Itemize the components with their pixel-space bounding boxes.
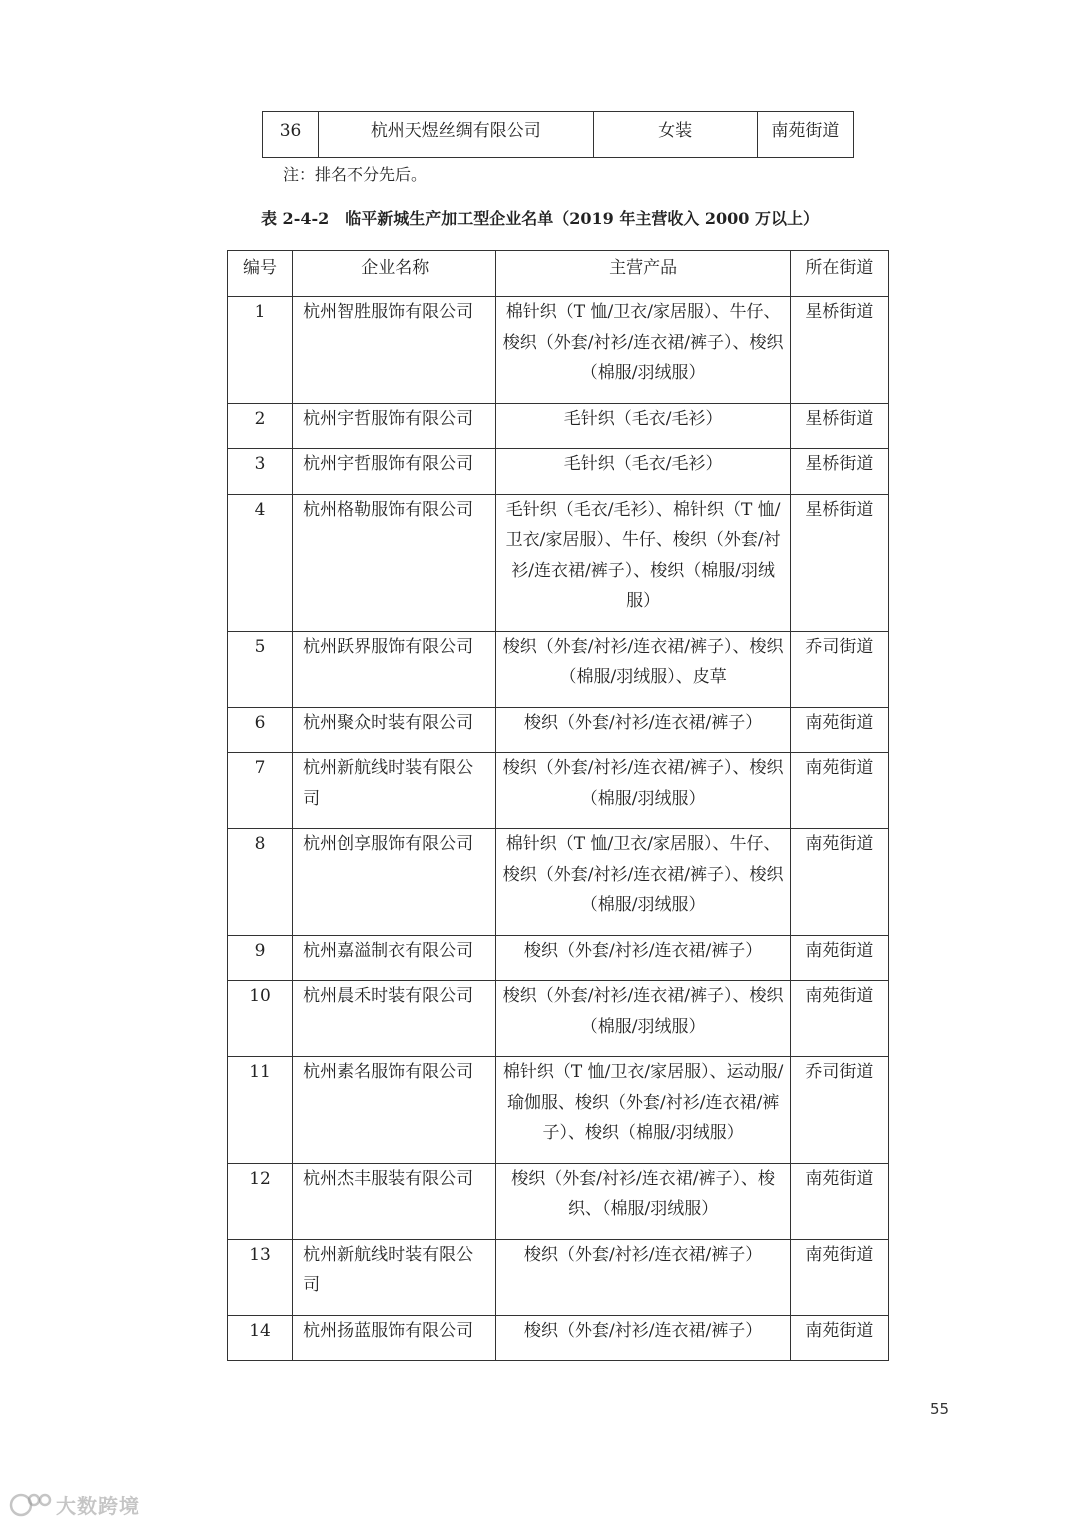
- street: 南苑街道: [790, 1163, 888, 1239]
- table-row: [228, 935, 889, 981]
- company-name: 杭州新航线时装有限公司: [293, 753, 496, 829]
- street: 星桥街道: [790, 297, 888, 404]
- main-product: 梭织（外套/衬衫/连衣裙/裤子）、梭织（棉服/羽绒服）、皮草: [496, 631, 790, 707]
- table-row: [228, 707, 889, 753]
- main-product: 棉针织（T 恤/卫衣/家居服）、运动服/瑜伽服、梭织（外套/衬衫/连衣裙/裤子）、梭织（棉服/羽绒服）: [496, 1057, 790, 1164]
- street: 星桥街道: [790, 494, 888, 631]
- row-number: 4: [228, 494, 293, 631]
- main-product: 毛针织（毛衣/毛衫）、棉针织（T 恤/卫衣/家居服）、牛仔、梭织（外套/衬衫/连衣裙/裤子）、梭织（棉服/羽绒服）: [496, 494, 790, 631]
- row-number: 12: [228, 1163, 293, 1239]
- street: 南苑街道: [790, 1315, 888, 1361]
- main-product: 棉针织（T 恤/卫衣/家居服）、牛仔、梭织（外套/衬衫/连衣裙/裤子）、梭织（棉服/羽绒服）: [496, 297, 790, 404]
- company-name: 杭州宇哲服饰有限公司: [293, 449, 496, 495]
- company-name: 杭州晨禾时装有限公司: [293, 981, 496, 1057]
- street: 南苑街道: [790, 707, 888, 753]
- main-product: 梭织（外套/衬衫/连衣裙/裤子）: [496, 1315, 790, 1361]
- watermark-text: 大数跨境: [56, 1494, 140, 1518]
- street: 乔司街道: [790, 1057, 888, 1164]
- company-name: 杭州聚众时装有限公司: [293, 707, 496, 753]
- enterprise-table: [227, 250, 889, 1361]
- company-name: 杭州新航线时装有限公司: [293, 1239, 496, 1315]
- street: 南苑街道: [790, 1239, 888, 1315]
- company-name: 杭州素名服饰有限公司: [293, 1057, 496, 1164]
- row-number: 36: [263, 112, 319, 158]
- table-row: [228, 1057, 889, 1164]
- company-name: 杭州宇哲服饰有限公司: [293, 403, 496, 449]
- table-caption: 表 2-4-2 临平新城生产加工型企业名单（2019 年主营收入 2000 万以上）: [260, 209, 820, 228]
- main-product: 梭织（外套/衬衫/连衣裙/裤子）、梭织、（棉服/羽绒服）: [496, 1163, 790, 1239]
- company-name: 杭州嘉溢制衣有限公司: [293, 935, 496, 981]
- main-product: 棉针织（T 恤/卫衣/家居服）、牛仔、梭织（外套/衬衫/连衣裙/裤子）、梭织（棉服/羽绒服）: [496, 829, 790, 936]
- table-row: [228, 449, 889, 495]
- table-row: [263, 112, 854, 158]
- table-row: [228, 494, 889, 631]
- row-number: 7: [228, 753, 293, 829]
- header-name: 企业名称: [293, 251, 496, 297]
- table-row: [228, 297, 889, 404]
- row-number: 13: [228, 1239, 293, 1315]
- table-row: [228, 1315, 889, 1361]
- street: 南苑街道: [790, 981, 888, 1057]
- street: 南苑街道: [790, 935, 888, 981]
- table-note: 注：排名不分先后。: [283, 165, 428, 184]
- street: 星桥街道: [790, 449, 888, 495]
- main-product: 毛针织（毛衣/毛衫）: [496, 449, 790, 495]
- main-product: 梭织（外套/衬衫/连衣裙/裤子）: [496, 707, 790, 753]
- company-name: 杭州智胜服饰有限公司: [293, 297, 496, 404]
- table-row: [228, 1239, 889, 1315]
- main-product: 梭织（外套/衬衫/连衣裙/裤子）、梭织（棉服/羽绒服）: [496, 753, 790, 829]
- company-name: 杭州格勒服饰有限公司: [293, 494, 496, 631]
- company-name: 杭州扬蓝服饰有限公司: [293, 1315, 496, 1361]
- table-header-row: [228, 251, 889, 297]
- previous-table-continuation: [262, 111, 854, 158]
- street: 乔司街道: [790, 631, 888, 707]
- main-product: 梭织（外套/衬衫/连衣裙/裤子）: [496, 1239, 790, 1315]
- main-product: 梭织（外套/衬衫/连衣裙/裤子）: [496, 935, 790, 981]
- row-number: 9: [228, 935, 293, 981]
- street: 南苑街道: [790, 829, 888, 936]
- watermark: [8, 1490, 140, 1519]
- row-number: 1: [228, 297, 293, 404]
- street: 南苑街道: [790, 753, 888, 829]
- street: 星桥街道: [790, 403, 888, 449]
- row-number: 8: [228, 829, 293, 936]
- table-row: [228, 403, 889, 449]
- table-row: [228, 1163, 889, 1239]
- row-number: 10: [228, 981, 293, 1057]
- main-product: 梭织（外套/衬衫/连衣裙/裤子）、梭织（棉服/羽绒服）: [496, 981, 790, 1057]
- header-street: 所在街道: [790, 251, 888, 297]
- main-product: 毛针织（毛衣/毛衫）: [496, 403, 790, 449]
- street: 南苑街道: [757, 112, 853, 158]
- table-row: [228, 981, 889, 1057]
- company-name: 杭州杰丰服装有限公司: [293, 1163, 496, 1239]
- company-name: 杭州创享服饰有限公司: [293, 829, 496, 936]
- row-number: 11: [228, 1057, 293, 1164]
- row-number: 6: [228, 707, 293, 753]
- row-number: 14: [228, 1315, 293, 1361]
- row-number: 5: [228, 631, 293, 707]
- header-no: 编号: [228, 251, 293, 297]
- row-number: 3: [228, 449, 293, 495]
- table-row: [228, 631, 889, 707]
- watermark-logo-icon: [8, 1492, 52, 1518]
- company-name: 杭州跃界服饰有限公司: [293, 631, 496, 707]
- company-name: 杭州天煜丝绸有限公司: [319, 112, 593, 158]
- header-product: 主营产品: [496, 251, 790, 297]
- table-row: [228, 829, 889, 936]
- table-row: [228, 753, 889, 829]
- main-product: 女装: [593, 112, 757, 158]
- page-number: 55: [930, 1400, 950, 1418]
- row-number: 2: [228, 403, 293, 449]
